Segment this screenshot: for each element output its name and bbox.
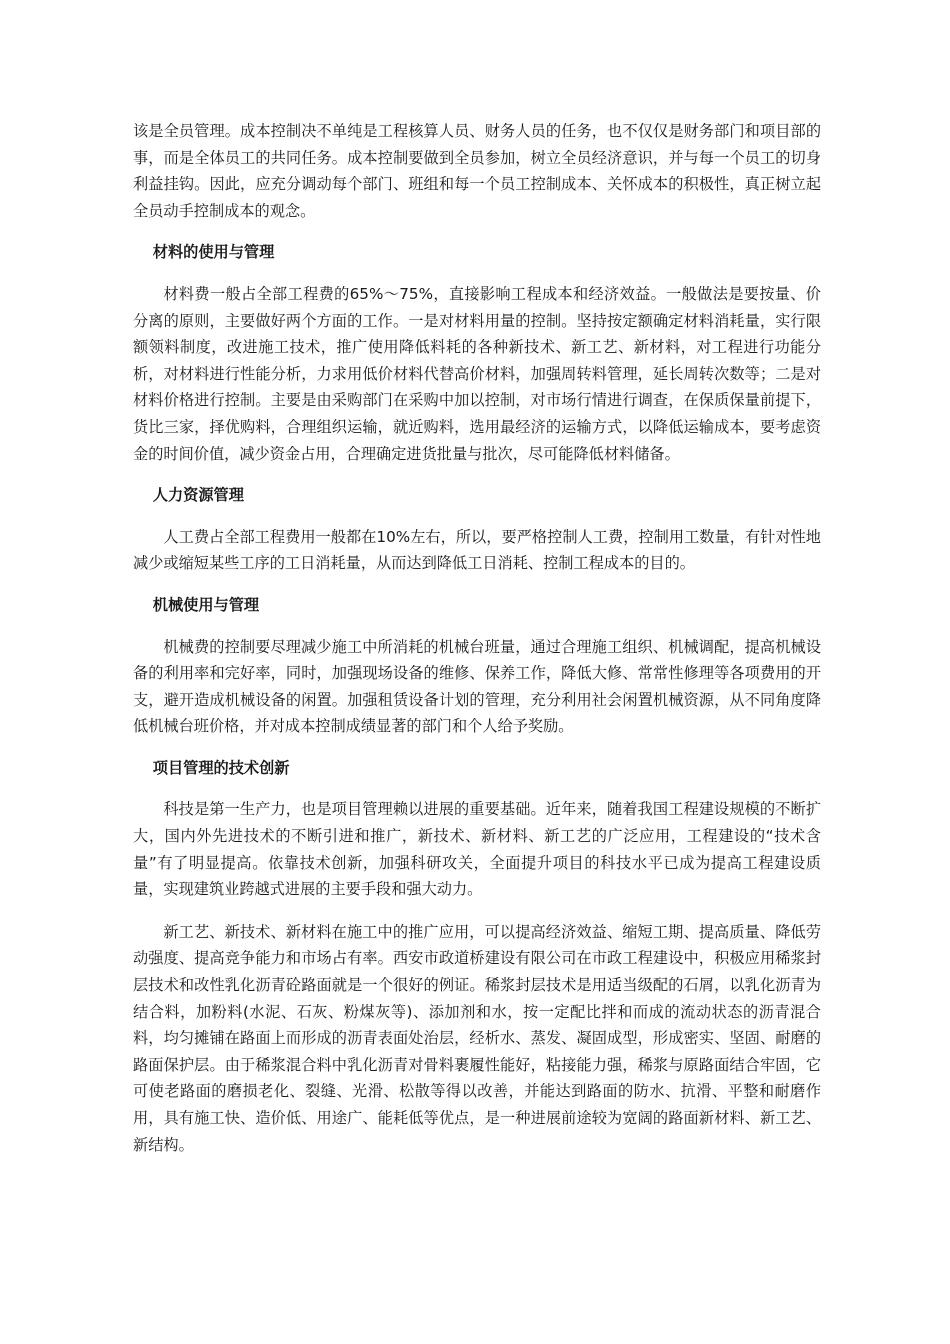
paragraph-intro: 该是全员管理。成本控制决不单纯是工程核算人员、财务人员的任务，也不仅仅是财务部门和项目部的事，而是全体员工的共同任务。成本控制要做到全员参加，树立全员经济意识，并与每一个员工的切身利益挂钩。因此，应充分调动每个部门、班组和每一个员工控制成本、关怀成本的积极性，真正树立起全员动手控制成本的观念。	[133, 122, 821, 220]
paragraph-materials: 材料费一般占全部工程费的65%～75%，直接影响工程成本和经济效益。一般做法是要按量、价分离的原则，主要做好两个方面的工作。一是对材料用量的控制。坚持按定额确定材料消耗量，实行限额领料制度，改进施工技术，推广使用降低料耗的各种新技术、新工艺、新材料，对工程进行功能分析，对材料进行性能分析，力求用低价材料代替高价材料，加强周转料管理，延长周转次数等；二是对材料价格进行控制。主要是由采购部门在采购中加以控制，对市场行情进行调查，在保质保量前提下，货比三家，择优购料，合理组织运输，就近购料，选用最经济的运输方式，以降低运输成本，要考虑资金的时间价值，减少资金占用，合理确定进货批量与批次，尽可能降低材料储备。	[133, 284, 821, 463]
paragraph-machinery: 机械费的控制要尽理减少施工中所消耗的机械台班量，通过合理施工组织、机械调配，提高机械设备的利用率和完好率，同时，加强现场设备的维修、保养工作，降低大修、常常性修理等各项费用的开支，避开造成机械设备的闲置。加强租赁设备计划的管理，充分利用社会闲置机械资源，从不同角度降低机械台班价格，并对成本控制成绩显著的部门和个人给予奖励。	[133, 637, 821, 736]
heading-human-resources: 人力资源管理	[152, 486, 244, 505]
paragraph-tech-innovation: 科技是第一生产力，也是项目管理赖以进展的重要基础。近年来，随着我国工程建设规模的不断扩大，国内外先进技术的不断引进和推广，新技术、新材料、新工艺的广泛应用，工程建设的“技术含量”有了明显提高。依靠技术创新，加强科研攻关，全面提升项目的科技水平已成为提高工程建设质量，实现建筑业跨越式进展的主要手段和强大动力。	[133, 800, 821, 899]
document-body	[133, 118, 821, 1158]
heading-materials: 材料的使用与管理	[152, 243, 275, 262]
paragraph-new-tech-application: 新工艺、新技术、新材料在施工中的推广应用，可以提高经济效益、缩短工期、提高质量、降低劳动强度、提高竞争能力和市场占有率。西安市政道桥建设有限公司在市政工程建设中，积极应用稀浆封层技术和改性乳化沥青砼路面就是一个很好的例证。稀浆封层技术是用适当级配的石屑，以乳化沥青为结合料，加粉料(水泥、石灰、粉煤灰等)、添加剂和水，按一定配比拌和而成的流动状态的沥青混合料，均匀摊铺在路面上而形成的沥青表面处治层，经析水、蒸发、凝固成型，形成密实、坚固、耐磨的路面保护层。由于稀浆混合料中乳化沥青对骨料裹履性能好，粘接能力强，稀浆与原路面结合牢固，它可使老路面的磨损老化、裂缝、光滑、松散等得以改善，并能达到路面的防水、抗滑、平整和耐磨作用，具有施工快、造价低、用途广、能耗低等优点，是一种进展前途较为宽阔的路面新材料、新工艺、新结构。	[133, 922, 821, 1154]
paragraph-human-resources: 人工费占全部工程费用一般都在10%左右，所以，要严格控制人工费，控制用工数量，有针对性地减少或缩短某些工序的工日消耗量，从而达到降低工日消耗、控制工程成本的目的。	[133, 527, 821, 573]
heading-machinery: 机械使用与管理	[152, 595, 260, 614]
heading-tech-innovation: 项目管理的技术创新	[152, 758, 290, 777]
